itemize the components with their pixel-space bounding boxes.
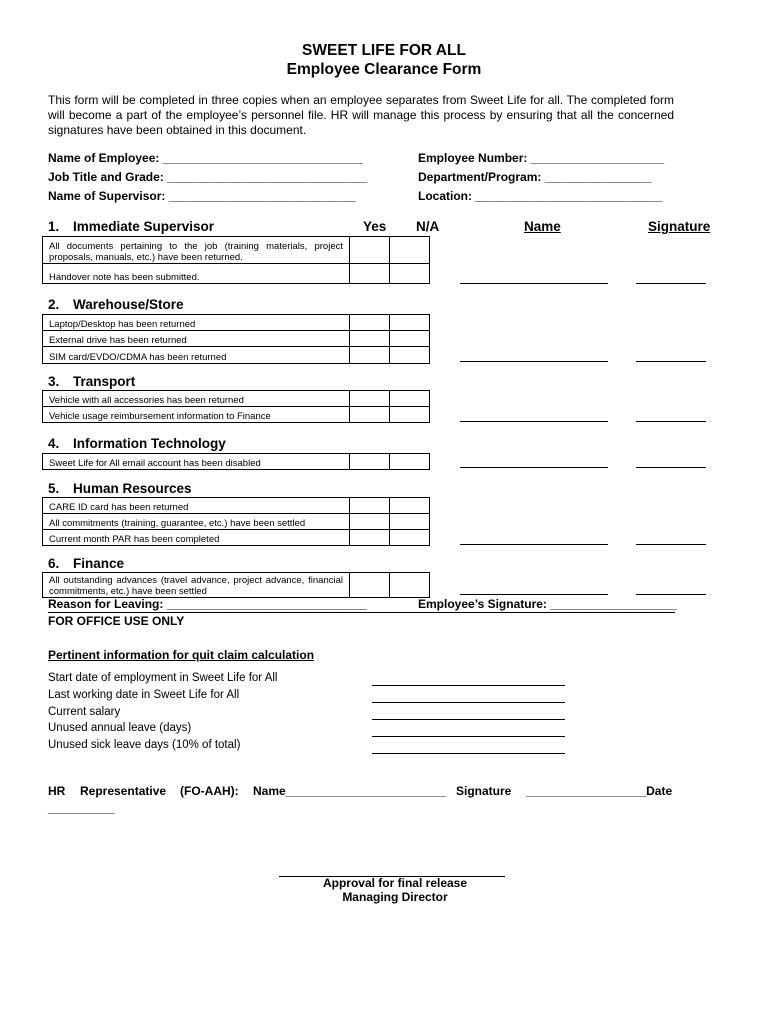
checklist-item: Current month PAR has been completed (43, 530, 350, 546)
checklist-item: Laptop/Desktop has been returned (43, 315, 350, 331)
checklist-item: All outstanding advances (travel advance, project advance, financial commitments, etc.) have been settled (43, 573, 350, 598)
list-item: Last working date in Sweet Life for All (48, 689, 240, 701)
employee-signature-field[interactable]: Employee’s Signature: ___________________ (418, 597, 678, 611)
yes-checkbox[interactable] (350, 315, 390, 331)
last-working-date-line[interactable] (372, 702, 565, 703)
table-row (43, 407, 430, 423)
checklist-transport (42, 390, 430, 423)
na-checkbox[interactable] (390, 514, 430, 530)
yes-checkbox[interactable] (350, 391, 390, 407)
finance-name-line[interactable] (460, 594, 608, 595)
location-field[interactable]: Location: ____________________________ (418, 189, 663, 203)
start-date-line[interactable] (372, 685, 565, 686)
reason-for-leaving-field[interactable]: Reason for Leaving: ______________________________ (48, 597, 367, 611)
transport-name-line[interactable] (460, 421, 608, 422)
employee-number-field[interactable]: Employee Number: ____________________ (418, 151, 665, 165)
table-row (43, 331, 430, 347)
column-yes: Yes (363, 219, 387, 234)
table-row (43, 391, 430, 407)
na-checkbox[interactable] (390, 573, 430, 598)
section-transport: 3. Transport (48, 374, 136, 389)
yes-checkbox[interactable] (350, 498, 390, 514)
na-checkbox[interactable] (390, 454, 430, 470)
column-signature: Signature (648, 219, 711, 234)
supervisor-field[interactable]: Name of Supervisor: ____________________________ (48, 189, 356, 203)
department-field[interactable]: Department/Program: ________________ (418, 170, 652, 184)
checklist-item: Handover note has been submitted. (43, 264, 350, 284)
na-checkbox[interactable] (390, 347, 430, 364)
warehouse-signature-line[interactable] (636, 361, 706, 362)
table-row (43, 530, 430, 546)
table-row (43, 514, 430, 530)
na-checkbox[interactable] (390, 237, 430, 264)
yes-checkbox[interactable] (350, 514, 390, 530)
table-row (43, 347, 430, 364)
warehouse-name-line[interactable] (460, 361, 608, 362)
na-checkbox[interactable] (390, 264, 430, 284)
na-checkbox[interactable] (390, 391, 430, 407)
sick-leave-line[interactable] (372, 753, 565, 754)
checklist-item: CARE ID card has been returned (43, 498, 350, 514)
checklist-item: All documents pertaining to the job (training materials, project proposals, manuals, etc.) have been returned. (43, 237, 350, 264)
table-row (43, 264, 430, 284)
job-title-field[interactable]: Job Title and Grade: ______________________________ (48, 170, 368, 184)
yes-checkbox[interactable] (350, 407, 390, 423)
na-checkbox[interactable] (390, 498, 430, 514)
form-title: Employee Clearance Form (286, 61, 482, 78)
hr-rep-signature-label: Signature (456, 784, 512, 798)
checklist-item: Vehicle with all accessories has been returned (43, 391, 350, 407)
na-checkbox[interactable] (390, 331, 430, 347)
hr-name-line[interactable] (460, 544, 608, 545)
checklist-item: SIM card/EVDO/CDMA has been returned (43, 347, 350, 364)
list-item: Unused annual leave (days) (48, 722, 192, 734)
representative-label: Representative (80, 784, 167, 798)
transport-signature-line[interactable] (636, 421, 706, 422)
section-information-technology: 4. Information Technology (48, 436, 226, 451)
checklist-item: External drive has been returned (43, 331, 350, 347)
it-name-line[interactable] (460, 467, 608, 468)
table-row (43, 498, 430, 514)
fo-aah-label: (FO-AAH): (180, 784, 239, 798)
annual-leave-line[interactable] (372, 736, 565, 737)
list-item: Start date of employment in Sweet Life for All (48, 672, 278, 684)
section-warehouse: 2. Warehouse/Store (48, 297, 184, 312)
na-checkbox[interactable] (390, 530, 430, 546)
office-use-heading: FOR OFFICE USE ONLY (48, 614, 185, 628)
hr-signature-line[interactable] (636, 544, 706, 545)
column-name: Name (524, 219, 561, 234)
checklist-it (42, 453, 430, 470)
checklist-finance (42, 572, 430, 598)
checklist-item: Sweet Life for All email account has been disabled (43, 454, 350, 470)
section-human-resources: 5. Human Resources (48, 481, 192, 496)
yes-checkbox[interactable] (350, 264, 390, 284)
checklist-hr (42, 497, 430, 546)
table-row (43, 237, 430, 264)
hr-rep-date-field[interactable]: __________________Date (526, 784, 673, 798)
it-signature-line[interactable] (636, 467, 706, 468)
checklist-warehouse (42, 314, 430, 364)
hr-label: HR (48, 784, 66, 798)
na-checkbox[interactable] (390, 315, 430, 331)
supervisor-signature-line[interactable] (636, 283, 706, 284)
checklist-item: Vehicle usage reimbursement information to Finance (43, 407, 350, 423)
hr-rep-name-field[interactable]: Name________________________ (253, 784, 446, 798)
checklist-item: All commitments (training, guarantee, etc.) have been settled (43, 514, 350, 530)
office-divider (48, 612, 675, 613)
section-finance: 6. Finance (48, 556, 125, 571)
column-na: N/A (416, 219, 440, 234)
section-immediate-supervisor: 1. Immediate Supervisor (48, 219, 215, 234)
yes-checkbox[interactable] (350, 573, 390, 598)
yes-checkbox[interactable] (350, 530, 390, 546)
company-name: SWEET LIFE FOR ALL (302, 42, 466, 59)
quit-claim-heading: Pertinent information for quit claim calculation (48, 648, 315, 662)
yes-checkbox[interactable] (350, 347, 390, 364)
checklist-supervisor (42, 236, 430, 284)
table-row (43, 454, 430, 470)
yes-checkbox[interactable] (350, 331, 390, 347)
finance-signature-line[interactable] (636, 594, 706, 595)
list-item: Current salary (48, 706, 121, 718)
intro-paragraph: This form will be completed in three copies when an employee separates from Sweet Life for all. The completed form will become a part of the employee’s personnel file. HR will manage this process by ensuring that all the concerned signatures have been obtained in this document. (48, 93, 674, 137)
supervisor-name-line[interactable] (460, 283, 608, 284)
approval-label: Approval for final release (322, 876, 468, 890)
na-checkbox[interactable] (390, 407, 430, 423)
table-row (43, 573, 430, 598)
hr-rep-date-continuation[interactable]: __________ (48, 801, 115, 815)
employee-name-field[interactable]: Name of Employee: ______________________________ (48, 151, 363, 165)
list-item: Unused sick leave days (10% of total) (48, 739, 241, 751)
current-salary-line[interactable] (372, 719, 565, 720)
managing-director-label: Managing Director (342, 890, 448, 904)
yes-checkbox[interactable] (350, 237, 390, 264)
yes-checkbox[interactable] (350, 454, 390, 470)
table-row (43, 315, 430, 331)
